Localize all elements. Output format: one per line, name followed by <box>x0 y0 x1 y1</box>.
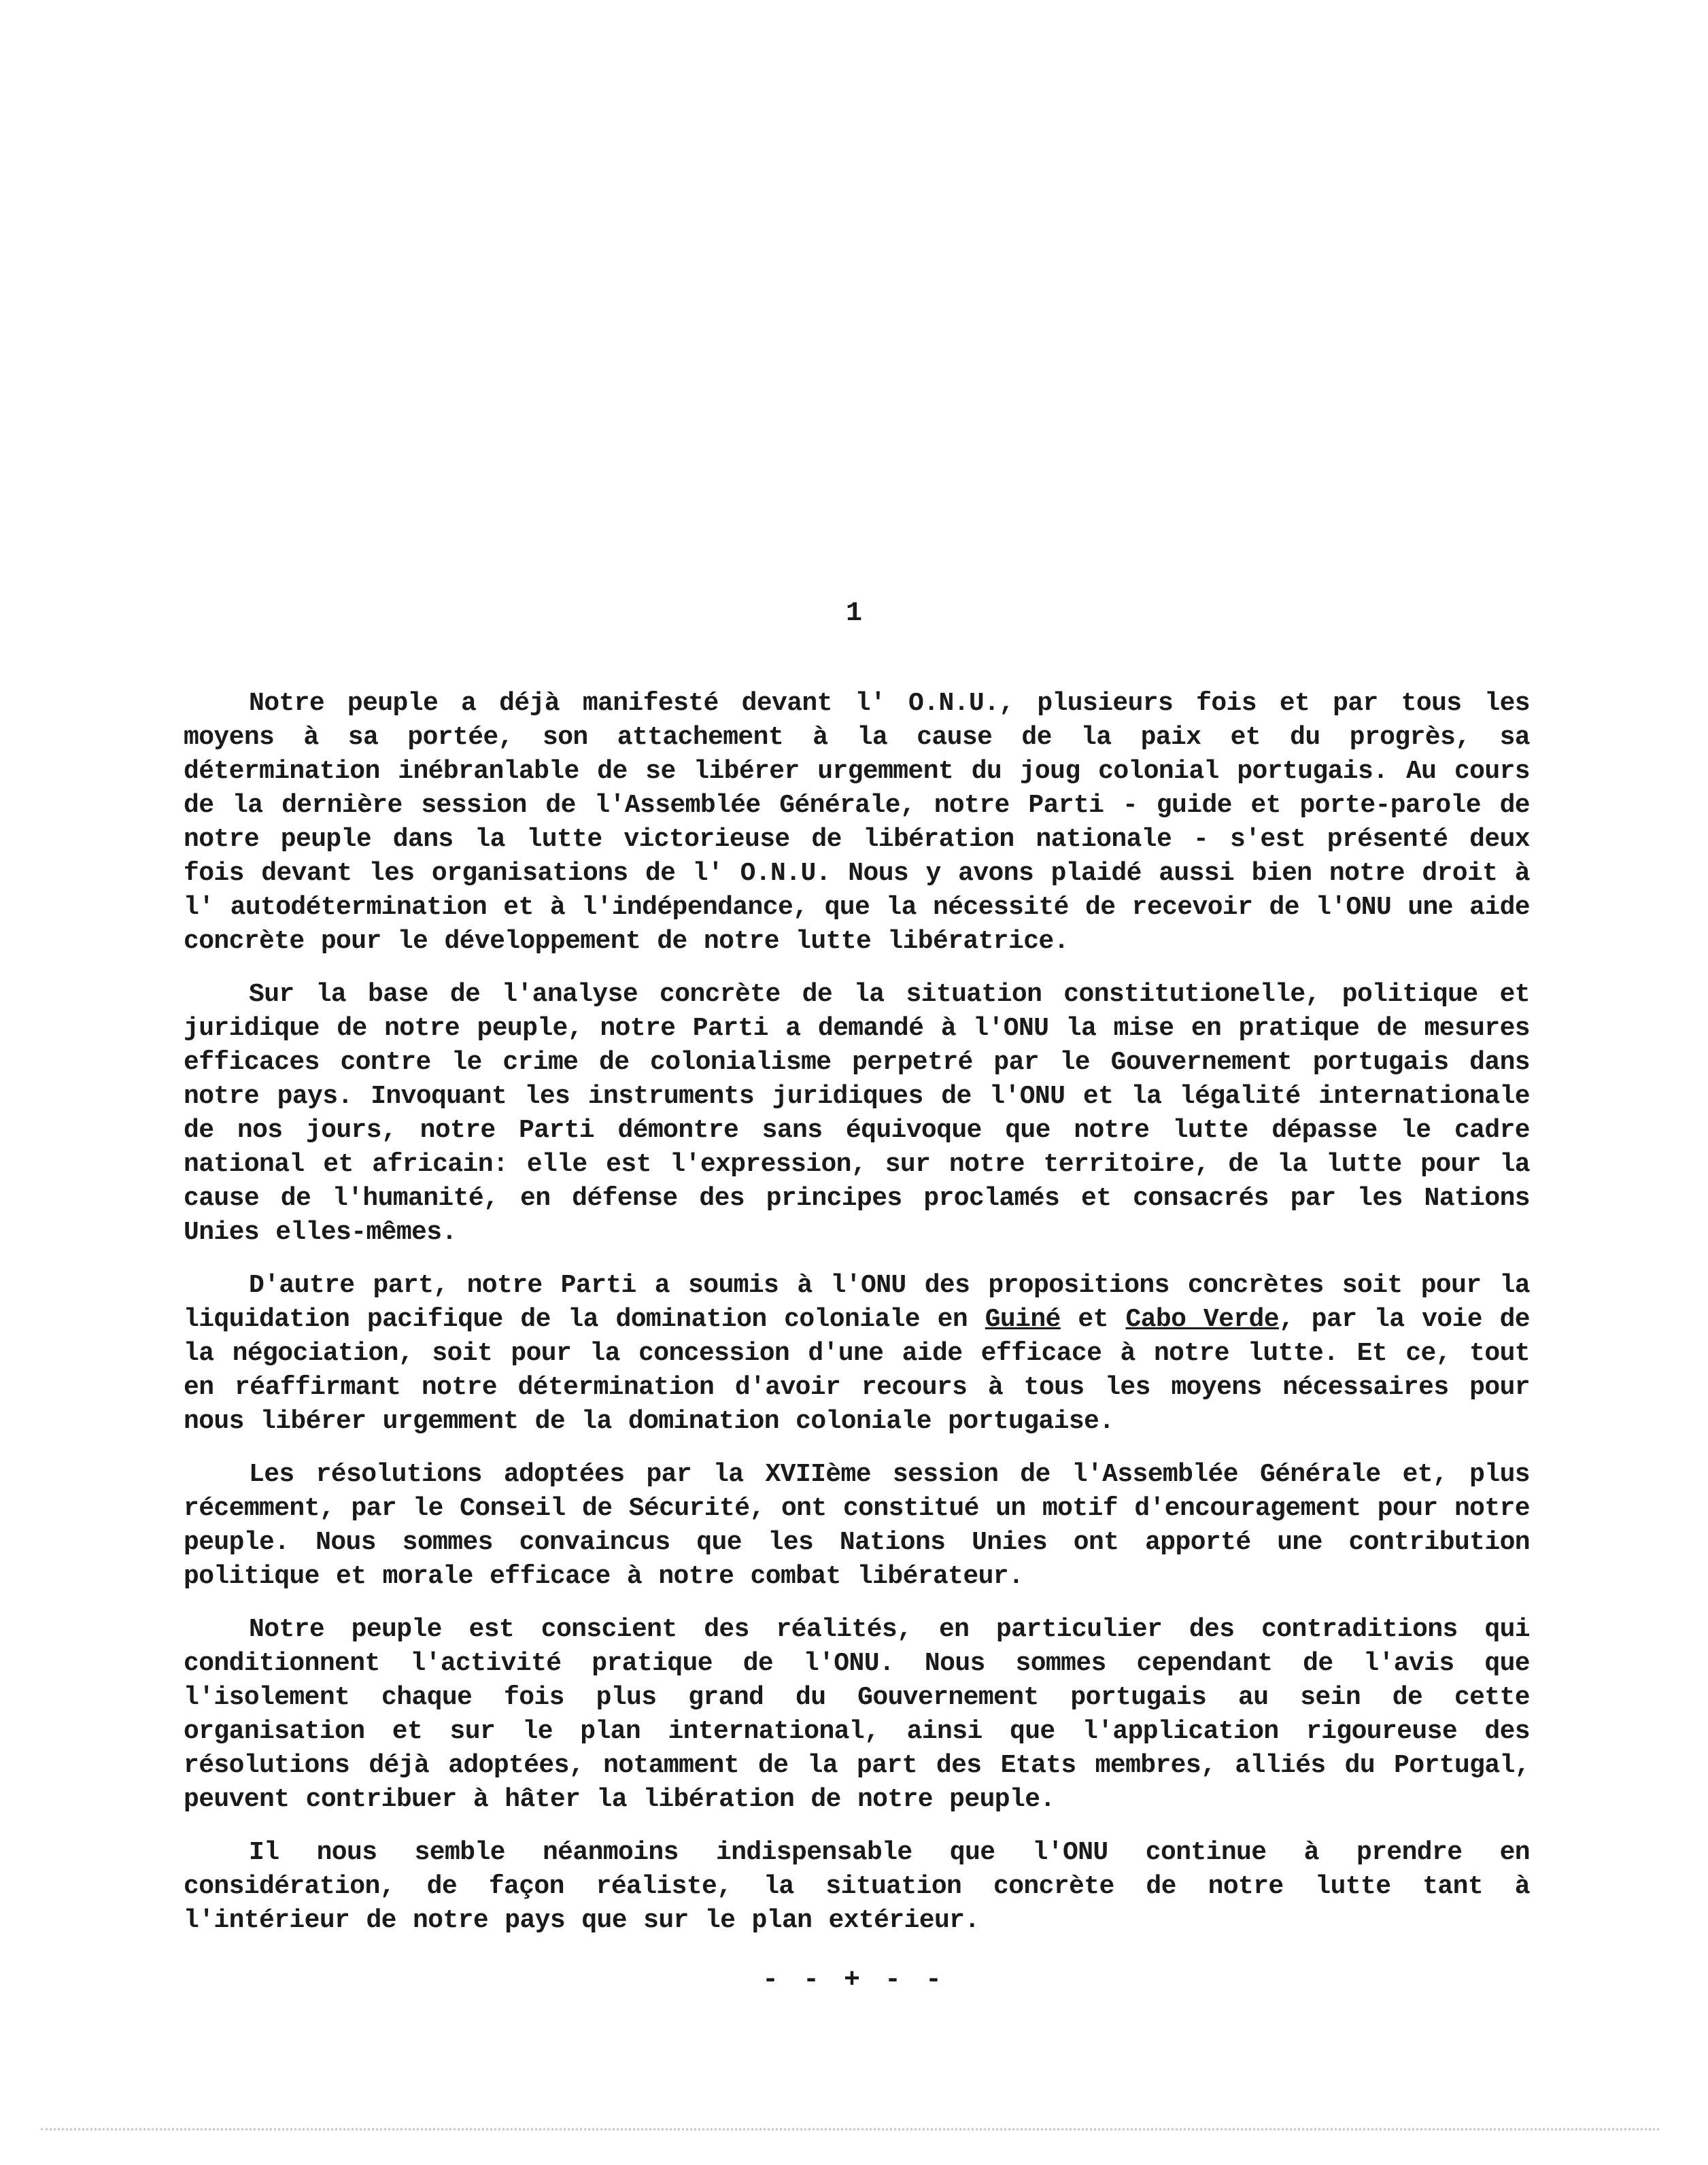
document-body <box>184 687 1530 1957</box>
paragraph-3-before: D'autre part, notre Parti a soumis à l'ONU des propositions concrètes soit pour la liquidation pacifique de la domination coloniale en <box>184 1271 1530 1334</box>
paragraph-3-after: , par la voie de la négociation, soit pour la concession d'une aide efficace à notre lutte. Et ce, tout en réaffirmant notre détermination d'avoir recours à tous les moyens nécessaires pour nous libérer urgemment de la domination coloniale portugaise. <box>184 1305 1530 1436</box>
place-name-cabo-verde: Cabo Verde <box>1125 1305 1279 1334</box>
paragraph-3-middle: et <box>1060 1305 1126 1334</box>
paragraph-4: Les résolutions adoptées par la XVIIème session de l'Assemblée Générale et, plus récemment, par le Conseil de Sécurité, ont constitué un motif d'encouragement pour notre peuple. Nous sommes convaincus que les Nations Unies ont apporté une contribution politique et morale efficace à notre combat libérateur. <box>184 1460 1530 1591</box>
paragraph-3 <box>184 1269 1530 1439</box>
end-separator: - - + - - <box>762 1965 946 1996</box>
place-name-guine: Guiné <box>985 1305 1061 1334</box>
paragraph-2: Sur la base de l'analyse concrète de la situation constitutionelle, politique et juridique de notre peuple, notre Parti a demandé à l'ONU la mise en pratique de mesures efficaces contre le crime de colonialisme perpetré par le Gouvernement portugais dans notre pays. Invoquant les instruments juridiques de l'ONU et la légalité internationale de nos jours, notre Parti démontre sans équivoque que notre lutte dépasse le cadre national et africain: elle est l'expression, sur notre territoire, de la lutte pour la cause de l'humanité, en défense des principes proclamés et consacrés par les Nations Unies elles-mêmes. <box>184 980 1530 1247</box>
paragraph-5: Notre peuple est conscient des réalités, en particulier des contraditions qui conditionnent l'activité pratique de l'ONU. Nous sommes cependant de l'avis que l'isolement chaque fois plus grand du Gouvernement portugais au sein de cette organisation et sur le plan international, ainsi que l'application rigoureuse des résolutions déjà adoptées, notamment de la part des Etats membres, alliés du Portugal, peuvent contribuer à hâter la libération de notre peuple. <box>184 1615 1530 1814</box>
paragraph-1: Notre peuple a déjà manifesté devant l' O.N.U., plusieurs fois et par tous les moyens à sa portée, son attachement à la cause de la paix et du progrès, sa détermination inébranlable de se libérer urgemment du joug colonial portugais. Au cours de la dernière session de l'Assemblée Générale, notre Parti - guide et porte-parole de notre peuple dans la lutte victorieuse de libération nationale - s'est présenté deux fois devant les organisations de l' O.N.U. Nous y avons plaidé aussi bien notre droit à l' autodétermination et à l'indépendance, que la nécessité de recevoir de l'ONU une aide concrète pour le développement de notre lutte libératrice. <box>184 689 1530 956</box>
scan-edge-dots <box>41 2128 1659 2133</box>
page-number: 1 <box>845 598 862 629</box>
paragraph-6: Il nous semble néanmoins indispensable que l'ONU continue à prendre en considération, de façon réaliste, la situation concrète de notre lutte tant à l'intérieur de notre pays que sur le plan extérieur. <box>184 1838 1530 1935</box>
